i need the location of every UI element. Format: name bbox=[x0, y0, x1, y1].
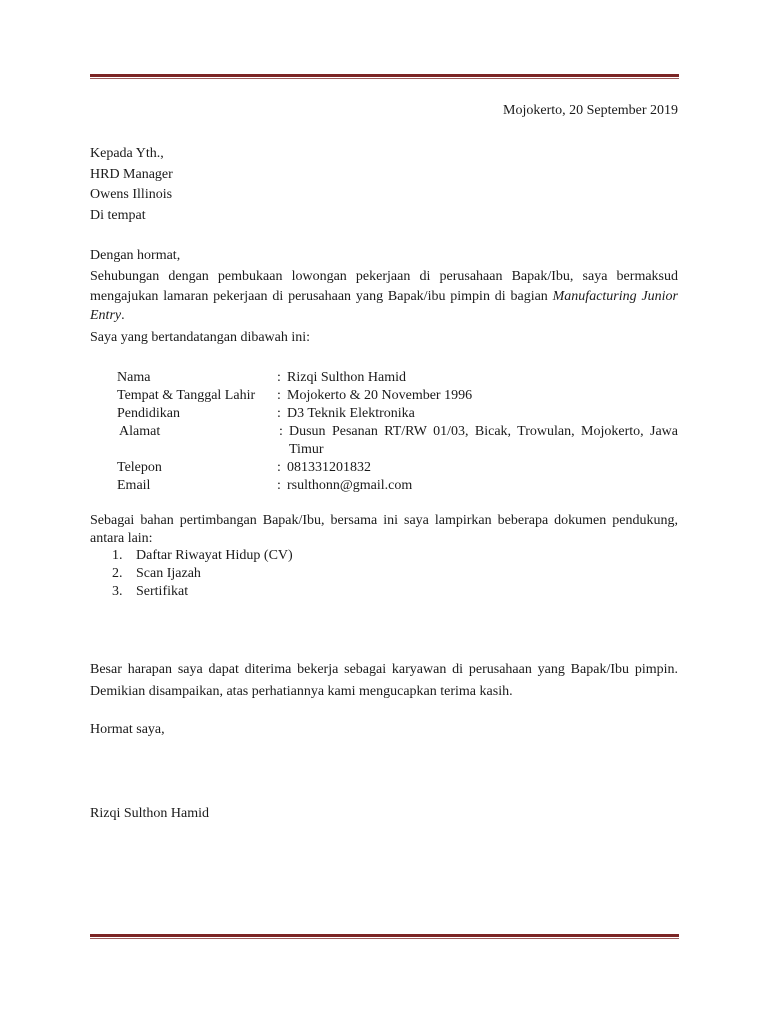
greeting: Dengan hormat, bbox=[90, 248, 181, 263]
detail-separator: : bbox=[277, 478, 281, 493]
detail-separator: : bbox=[277, 388, 281, 403]
position-name: Manufacturing Junior Entry bbox=[90, 288, 679, 323]
opening-period: . bbox=[121, 308, 125, 323]
detail-separator: : bbox=[277, 460, 281, 475]
detail-label: Email bbox=[117, 478, 151, 493]
detail-label: Nama bbox=[117, 370, 151, 385]
list-item bbox=[112, 565, 293, 583]
detail-label: Pendidikan bbox=[117, 406, 180, 421]
top-rule bbox=[90, 74, 679, 79]
regards: Hormat saya, bbox=[90, 722, 165, 737]
opening-paragraph bbox=[90, 267, 678, 326]
detail-row bbox=[117, 369, 678, 387]
detail-value: D3 Teknik Elektronika bbox=[287, 406, 415, 421]
letter-date: Mojokerto, 20 September 2019 bbox=[503, 103, 678, 118]
recipient-line: Kepada Yth., bbox=[90, 146, 164, 161]
detail-row bbox=[117, 387, 678, 405]
list-item bbox=[112, 583, 293, 601]
detail-separator: : bbox=[279, 424, 283, 439]
detail-value: Mojokerto & 20 November 1996 bbox=[287, 388, 473, 403]
personal-details bbox=[117, 369, 678, 495]
detail-value: Rizqi Sulthon Hamid bbox=[287, 370, 406, 385]
attachments-list bbox=[112, 547, 293, 601]
list-number: 1. bbox=[112, 548, 123, 563]
detail-row bbox=[117, 477, 678, 495]
list-text: Scan Ijazah bbox=[136, 566, 201, 581]
detail-separator: : bbox=[277, 406, 281, 421]
intro-line: Saya yang bertandatangan dibawah ini: bbox=[90, 330, 311, 345]
recipient-block bbox=[90, 145, 173, 227]
bottom-rule bbox=[90, 934, 679, 939]
detail-value: 081331201832 bbox=[287, 460, 371, 475]
closing-paragraph: Besar harapan saya dapat diterima bekerja sebagai karyawan di perusahaan yang Bapak/Ibu pimpin. Demikian disampaikan, atas perhatiannya kami mengucapkan terima kasih. bbox=[90, 662, 678, 699]
list-text: Daftar Riwayat Hidup (CV) bbox=[136, 548, 293, 563]
detail-label: Telepon bbox=[117, 460, 162, 475]
list-item bbox=[112, 547, 293, 565]
attachments-paragraph: Sebagai bahan pertimbangan Bapak/Ibu, bersama ini saya lampirkan beberapa dokumen pendukung, antara lain: bbox=[90, 513, 678, 546]
detail-row bbox=[117, 405, 678, 423]
detail-row bbox=[117, 423, 678, 459]
opening-text: Sehubungan dengan pembukaan lowongan pekerjaan di perusahaan Bapak/Ibu, saya bermaksud mengajukan lamaran pekerjaan di perusahaan yang Bapak/ibu pimpin di bagian bbox=[90, 269, 678, 304]
signature-name: Rizqi Sulthon Hamid bbox=[90, 806, 209, 821]
detail-label: Tempat & Tanggal Lahir bbox=[117, 388, 256, 403]
detail-value: rsulthonn@gmail.com bbox=[287, 478, 413, 493]
list-number: 2. bbox=[112, 566, 123, 581]
detail-value: Dusun Pesanan RT/RW 01/03, Bicak, Trowulan, Mojokerto, Jawa Timur bbox=[289, 424, 678, 457]
list-text: Sertifikat bbox=[136, 584, 189, 599]
recipient-line: HRD Manager bbox=[90, 166, 173, 182]
detail-separator: : bbox=[277, 370, 281, 385]
detail-label: Alamat bbox=[119, 424, 161, 439]
recipient-line: Owens Illinois bbox=[90, 187, 173, 202]
list-number: 3. bbox=[112, 584, 123, 599]
recipient-line: Di tempat bbox=[90, 207, 146, 223]
detail-row bbox=[117, 459, 678, 477]
